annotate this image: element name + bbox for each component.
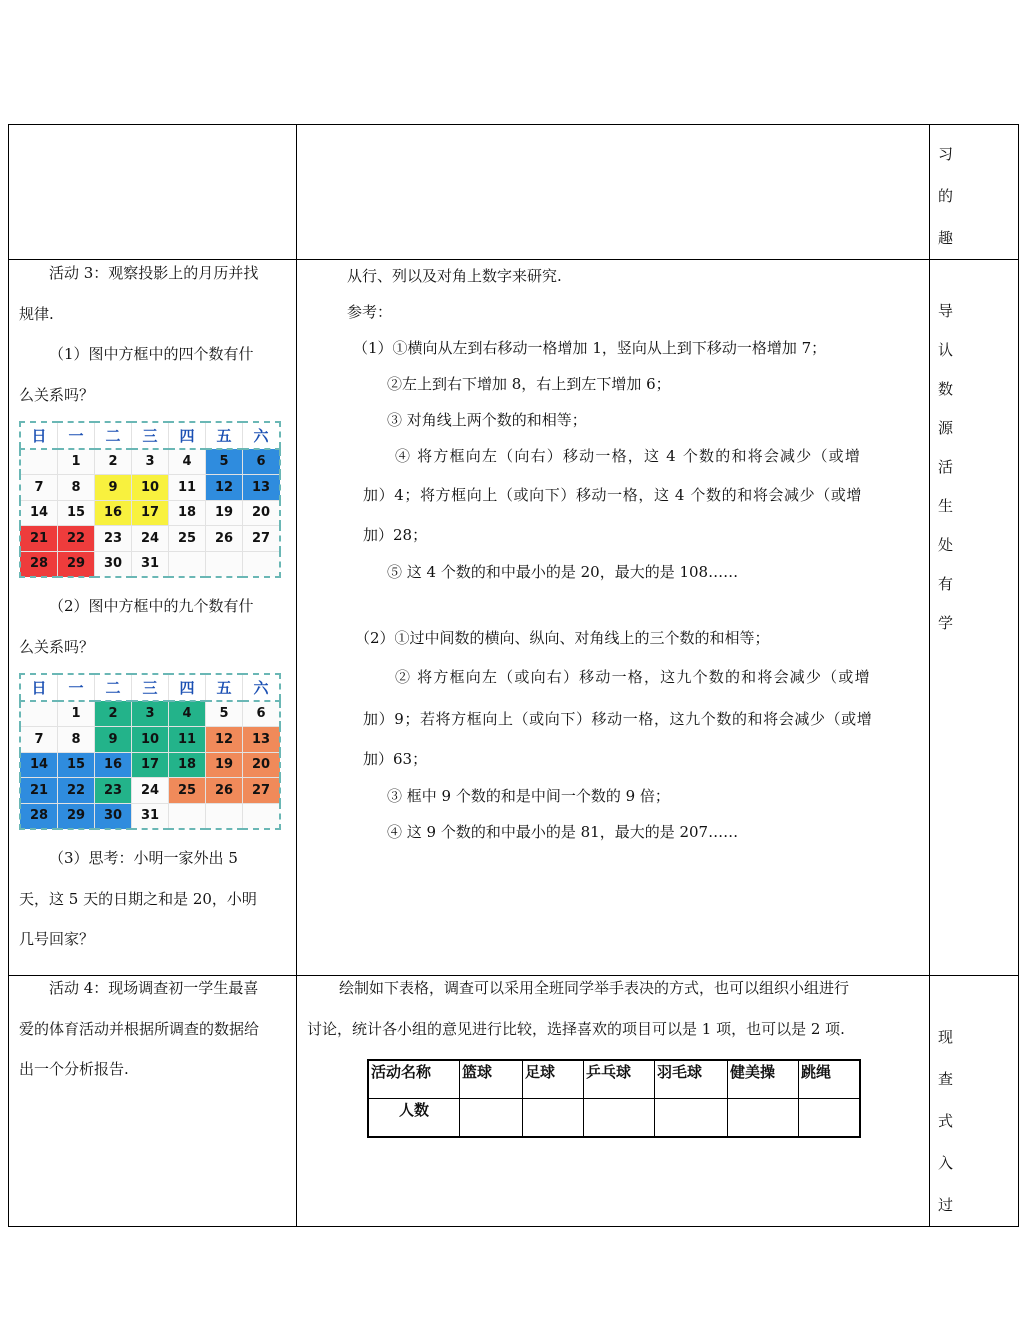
side-char: 学 (938, 614, 954, 632)
calendar-day: 4 (169, 701, 206, 727)
calendar-day: 17 (132, 500, 169, 526)
survey-header: 乒乓球 (584, 1060, 655, 1099)
survey-header: 健美操 (728, 1060, 799, 1099)
calendar-week-row (20, 778, 280, 804)
answer-2-2b: 加）9；若将方框向上（或向下）移动一格，这九个数的和将会减少（或增 (363, 710, 873, 728)
answer-1-3: ③ 对角线上两个数的和相等； (387, 411, 587, 429)
side-char: 的 (938, 187, 954, 205)
calendar-day: 21 (20, 778, 58, 804)
q3-line2: 天，这 5 天的日期之和是 20，小明 (19, 889, 257, 908)
calendar-weekday: 一 (58, 674, 95, 701)
answer-1-1: （1）①横向从左到右移动一格增加 1，竖向从上到下移动一格增加 7； (353, 339, 827, 357)
calendar-day: 11 (169, 475, 206, 501)
calendar-day (243, 803, 281, 829)
calendar-day: 3 (132, 701, 169, 727)
calendar-day: 8 (58, 475, 95, 501)
calendar-day: 13 (243, 475, 281, 501)
calendar-week-row (20, 475, 280, 501)
calendar-weekday: 二 (95, 422, 132, 449)
calendar-day: 26 (206, 526, 243, 552)
calendar-day (206, 551, 243, 577)
calendar-day: 4 (169, 449, 206, 475)
q3-line1: （3）思考：小明一家外出 5 (49, 849, 238, 867)
calendar-week-row (20, 500, 280, 526)
calendar-weekday: 六 (243, 674, 281, 701)
activity3-title-cont: 规律. (19, 304, 54, 323)
calendar-day: 29 (58, 551, 95, 577)
calendar-weekday: 四 (169, 422, 206, 449)
calendar-day: 1 (58, 449, 95, 475)
calendar-day: 24 (132, 526, 169, 552)
activity3-title: 活动 3：观察投影上的月历并找 (49, 264, 259, 282)
answer-1-5: ⑤ 这 4 个数的和中最小的是 20，最大的是 108…… (387, 563, 739, 581)
answer-1-2: ②左上到右下增加 8，右上到左下增加 6； (387, 375, 671, 393)
activity3-cell (9, 260, 297, 976)
q1-line2: 么关系吗？ (19, 385, 95, 404)
calendar-weekday: 六 (243, 422, 281, 449)
calendar-image-1 (19, 421, 281, 578)
q2-line2: 么关系吗？ (19, 637, 95, 656)
calendar-day: 19 (206, 500, 243, 526)
calendar-day (20, 701, 58, 727)
answer-2-3: ③ 框中 9 个数的和是中间一个数的 9 倍； (387, 787, 670, 805)
calendar-week-row (20, 526, 280, 552)
survey-row-label: 人数 (368, 1099, 460, 1138)
answer-1-4a: ④ 将方框向左（向右）移动一格，这 4 个数的和将会减少（或增 (395, 447, 862, 465)
calendar-week-row (20, 449, 280, 475)
calendar-day: 26 (206, 778, 243, 804)
calendar-day: 5 (206, 449, 243, 475)
calendar-day: 6 (243, 449, 281, 475)
cell-r2c3 (930, 260, 1019, 976)
survey-count-cell (584, 1099, 655, 1138)
calendar-day: 15 (58, 752, 95, 778)
calendar-day: 10 (132, 727, 169, 753)
answer-2-1: （2）①过中间数的横向、纵向、对角线上的三个数的和相等； (355, 629, 770, 647)
calendar-day: 16 (95, 752, 132, 778)
calendar-weekday: 一 (58, 422, 95, 449)
calendar-day: 22 (58, 526, 95, 552)
calendar-day: 31 (132, 551, 169, 577)
activity4-desc1: 绘制如下表格，调查可以采用全班同学举手表决的方式，也可以组织小组进行 (339, 979, 850, 997)
side-char: 习 (938, 145, 954, 163)
side-char: 导 (938, 302, 954, 320)
calendar-day: 25 (169, 778, 206, 804)
calendar-day: 24 (132, 778, 169, 804)
calendar-day: 23 (95, 526, 132, 552)
survey-header: 足球 (523, 1060, 584, 1099)
side-char: 认 (938, 341, 954, 359)
answer-ref: 参考： (347, 303, 393, 321)
calendar-day: 1 (58, 701, 95, 727)
side-char: 趣 (938, 229, 954, 247)
calendar-day: 9 (95, 727, 132, 753)
calendar-day (243, 551, 281, 577)
calendar-day: 12 (206, 727, 243, 753)
answer-1-4c: 加）28； (363, 526, 428, 544)
activity4-line3: 出一个分析报告. (19, 1060, 129, 1078)
calendar-day: 3 (132, 449, 169, 475)
calendar-week-row (20, 701, 280, 727)
calendar-day: 2 (95, 701, 132, 727)
calendar-weekday: 三 (132, 422, 169, 449)
survey-count-cell (460, 1099, 523, 1138)
calendar-day: 30 (95, 551, 132, 577)
calendar-weekday: 五 (206, 674, 243, 701)
calendar-day: 22 (58, 778, 95, 804)
calendar-day: 27 (243, 526, 281, 552)
cell-r3c3 (930, 976, 1019, 1227)
activity4-desc-cell (297, 976, 930, 1227)
calendar-day: 8 (58, 727, 95, 753)
calendar-day (20, 449, 58, 475)
calendar-week-row (20, 752, 280, 778)
calendar-day: 31 (132, 803, 169, 829)
survey-count-cell (523, 1099, 584, 1138)
calendar-day: 11 (169, 727, 206, 753)
calendar-day: 14 (20, 752, 58, 778)
side-char: 查 (938, 1070, 954, 1088)
side-char: 活 (938, 458, 954, 476)
side-char: 过 (938, 1196, 954, 1214)
side-char: 数 (938, 380, 954, 398)
calendar-day: 7 (20, 727, 58, 753)
calendar-day: 28 (20, 803, 58, 829)
answer-1-4b: 加）4；将方框向上（或向下）移动一格，这 4 个数的和将会减少（或增 (363, 486, 863, 504)
survey-table (367, 1059, 861, 1138)
activity4-cell (9, 976, 297, 1227)
calendar-day: 17 (132, 752, 169, 778)
calendar-weekday: 日 (20, 422, 58, 449)
answer-2-2a: ② 将方框向左（或向右）移动一格，这九个数的和将会减少（或增 (395, 668, 871, 686)
survey-count-cell (799, 1099, 861, 1138)
calendar-day: 16 (95, 500, 132, 526)
calendar-day: 18 (169, 500, 206, 526)
calendar-day: 14 (20, 500, 58, 526)
calendar-weekday: 四 (169, 674, 206, 701)
survey-header: 跳绳 (799, 1060, 861, 1099)
calendar-day: 30 (95, 803, 132, 829)
side-char: 生 (938, 497, 954, 515)
survey-header: 活动名称 (368, 1060, 460, 1099)
cell-r1c2 (297, 125, 930, 260)
survey-header: 篮球 (460, 1060, 523, 1099)
calendar-day: 7 (20, 475, 58, 501)
answer-intro: 从行、列以及对角上数字来研究. (347, 267, 562, 285)
survey-count-cell (728, 1099, 799, 1138)
calendar-day: 19 (206, 752, 243, 778)
activity4-line1: 活动 4：现场调查初一学生最喜 (49, 979, 259, 997)
answer-2-4: ④ 这 9 个数的和中最小的是 81，最大的是 207…… (387, 823, 739, 841)
calendar-week-row (20, 803, 280, 829)
side-char: 式 (938, 1112, 954, 1130)
side-char: 处 (938, 536, 954, 554)
calendar-week-row (20, 727, 280, 753)
calendar-day (169, 551, 206, 577)
calendar-day: 10 (132, 475, 169, 501)
q1-line1: （1）图中方框中的四个数有什 (49, 345, 254, 363)
q2-line1: （2）图中方框中的九个数有什 (49, 597, 254, 615)
q3-line3: 几号回家？ (19, 930, 95, 948)
calendar-day: 2 (95, 449, 132, 475)
cell-r1c1 (9, 125, 297, 260)
calendar-day: 12 (206, 475, 243, 501)
calendar-day: 20 (243, 752, 281, 778)
side-char: 有 (938, 575, 954, 593)
calendar-weekday: 五 (206, 422, 243, 449)
calendar-day: 21 (20, 526, 58, 552)
lesson-table (8, 124, 1019, 1227)
calendar-weekday: 三 (132, 674, 169, 701)
activity4-desc2: 讨论，统计各小组的意见进行比较，选择喜欢的项目可以是 1 项，也可以是 2 项. (307, 1019, 845, 1038)
side-char: 源 (938, 419, 954, 437)
cell-r1c3 (930, 125, 1019, 260)
calendar-day: 13 (243, 727, 281, 753)
calendar-weekday: 二 (95, 674, 132, 701)
calendar-day: 5 (206, 701, 243, 727)
calendar-weekday: 日 (20, 674, 58, 701)
survey-count-cell (655, 1099, 728, 1138)
calendar-day: 15 (58, 500, 95, 526)
calendar-week-row (20, 551, 280, 577)
calendar-day: 27 (243, 778, 281, 804)
calendar-day: 20 (243, 500, 281, 526)
calendar-day: 29 (58, 803, 95, 829)
calendar-day: 23 (95, 778, 132, 804)
calendar-image-2 (19, 673, 281, 830)
calendar-day: 25 (169, 526, 206, 552)
calendar-day (206, 803, 243, 829)
side-char: 现 (938, 1028, 954, 1046)
answers3-cell (297, 260, 930, 976)
activity4-line2: 爱的体育活动并根据所调查的数据给 (19, 1019, 260, 1038)
calendar-day: 6 (243, 701, 281, 727)
calendar-day: 28 (20, 551, 58, 577)
answer-2-2c: 加）63； (363, 750, 428, 768)
survey-header: 羽毛球 (655, 1060, 728, 1099)
calendar-day: 9 (95, 475, 132, 501)
calendar-day: 18 (169, 752, 206, 778)
side-char: 入 (938, 1154, 954, 1172)
calendar-day (169, 803, 206, 829)
